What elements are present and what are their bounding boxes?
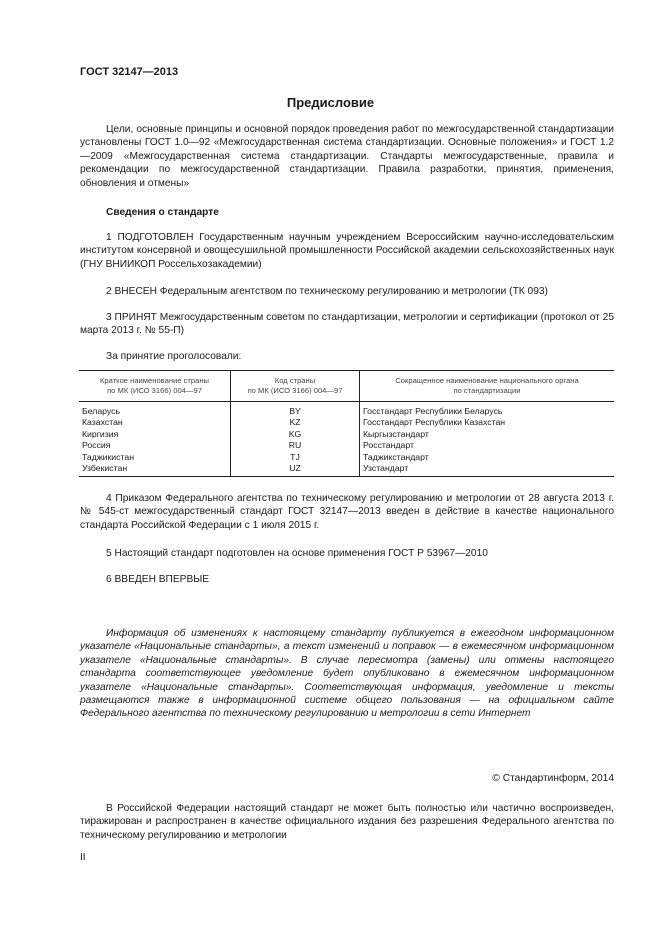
table-row [79,463,614,477]
item-6: 6 ВВЕДЕН ВПЕРВЫЕ [106,574,210,585]
intro-paragraph: Цели, основные принципы и основной порядок проведения работ по межгосударственной стандартизации установлены ГОСТ 1.0—92 «Межгосударственная система стандартизации. Основные положения» и ГОСТ 1.2—2009 «Межгосударственная система стандартизации. Стандарты межгосударственные, правила и рекомендации по межгосударственной стандартизации. Правила разработки, принятия, применения, обновления и отмены» [80,124,614,189]
item-2: 2 ВНЕСЕН Федеральным агентством по техническому регулированию и метрологии (ТК 093) [106,286,548,297]
item-5: 5 Настоящий стандарт подготовлен на основе применения ГОСТ Р 53967—2010 [106,548,488,559]
table-header-row [79,371,614,402]
column-header-body [360,371,615,402]
country-cell: Узбекистан [79,463,231,477]
vote-label: За принятие проголосовали: [106,351,242,362]
country-cell: Киргизия [79,429,231,440]
code-cell: TJ [231,452,360,463]
page-number: II [80,852,86,863]
column-header-code [231,371,360,402]
document-code: ГОСТ 32147—2013 [80,66,179,78]
code-cell: UZ [231,463,360,477]
header-text: Краткое наименование страны [100,376,209,385]
changes-notice: Информация об изменениях к настоящему стандарту публикуется в ежегодном информационном указателе «Национальные стандарты», а текст изменений и поправок — в ежемесячном информационном указателе «Национальные стандарты». В случае пересмотра (замены) или отмены настоящего стандарта соответствующее уведомление будет опубликовано в ежемесячном информационном указателе «Национальные стандарты». Соответствующая информация, уведомление и тексты размещаются также в информационной системе общего пользования — на официальном сайте Федерального агентства по техническому регулированию и метрологии в сети Интернет [80,628,614,720]
voting-table [79,370,614,477]
body-cell: Узстандарт [363,463,409,474]
legal-notice: В Российской Федерации настоящий стандарт не может быть полностью или частично воспроизведен, тиражирован и распространен в качестве официального издания без разрешения Федерального агентства по техническому регулированию и метрологии [80,803,614,841]
header-text: по стандартизации [453,386,521,395]
item-4: 4 Приказом Федерального агентства по техническому регулированию и метрологии от 28 августа 2013 г. № 545-ст межгосударственный стандарт ГОСТ 32147—2013 введен в действие в качестве национального стандарта Российской Федерации с 1 июля 2015 г. [80,493,614,531]
column-header-country [79,371,231,402]
copyright: © Стандартинформ, 2014 [492,773,614,784]
country-cell: Россия [79,440,231,451]
body-cell: Госстандарт Республики Беларусь [363,406,503,416]
country-cell: Таджикистан [79,452,231,463]
item-3: 3 ПРИНЯТ Межгосударственным советом по стандартизации, метрологии и сертификации (протокол от 25 марта 2013 г. № 55-П) [80,312,614,337]
header-text: Сокращенное наименование национального органа [395,376,579,385]
table-row [79,440,614,451]
country-cell: Беларусь [79,402,231,418]
code-cell: KG [231,429,360,440]
table-row [79,452,614,463]
table-row [79,402,614,418]
header-text: по МК (ИСО 3166) 004—97 [107,386,202,395]
code-cell: BY [231,402,360,418]
table-row [79,429,614,440]
header-text: по МК (ИСО 3166) 004—97 [247,386,343,395]
country-cell: Казахстан [79,417,231,428]
item-1: 1 ПОДГОТОВЛЕН Государственным научным учреждением Всероссийским научно-исследовательским институтом консервной и овощесушильной промышленности Российской академии сельскохозяйственных наук (ГНУ ВНИИКОП Россельхозакадемии) [80,232,614,270]
body-cell: Росстандарт [363,440,414,451]
body-cell: Госстандарт Республики Казахстан [363,417,506,428]
header-text: Код страны [274,376,316,385]
code-cell: RU [231,440,360,451]
body-cell: Кыргызстандарт [363,428,429,439]
body-cell: Таджикстандарт [363,451,429,462]
code-cell: KZ [231,417,360,428]
page-title: Предисловие [286,95,375,110]
section-title: Сведения о стандарте [106,207,219,218]
table-row [79,417,614,428]
